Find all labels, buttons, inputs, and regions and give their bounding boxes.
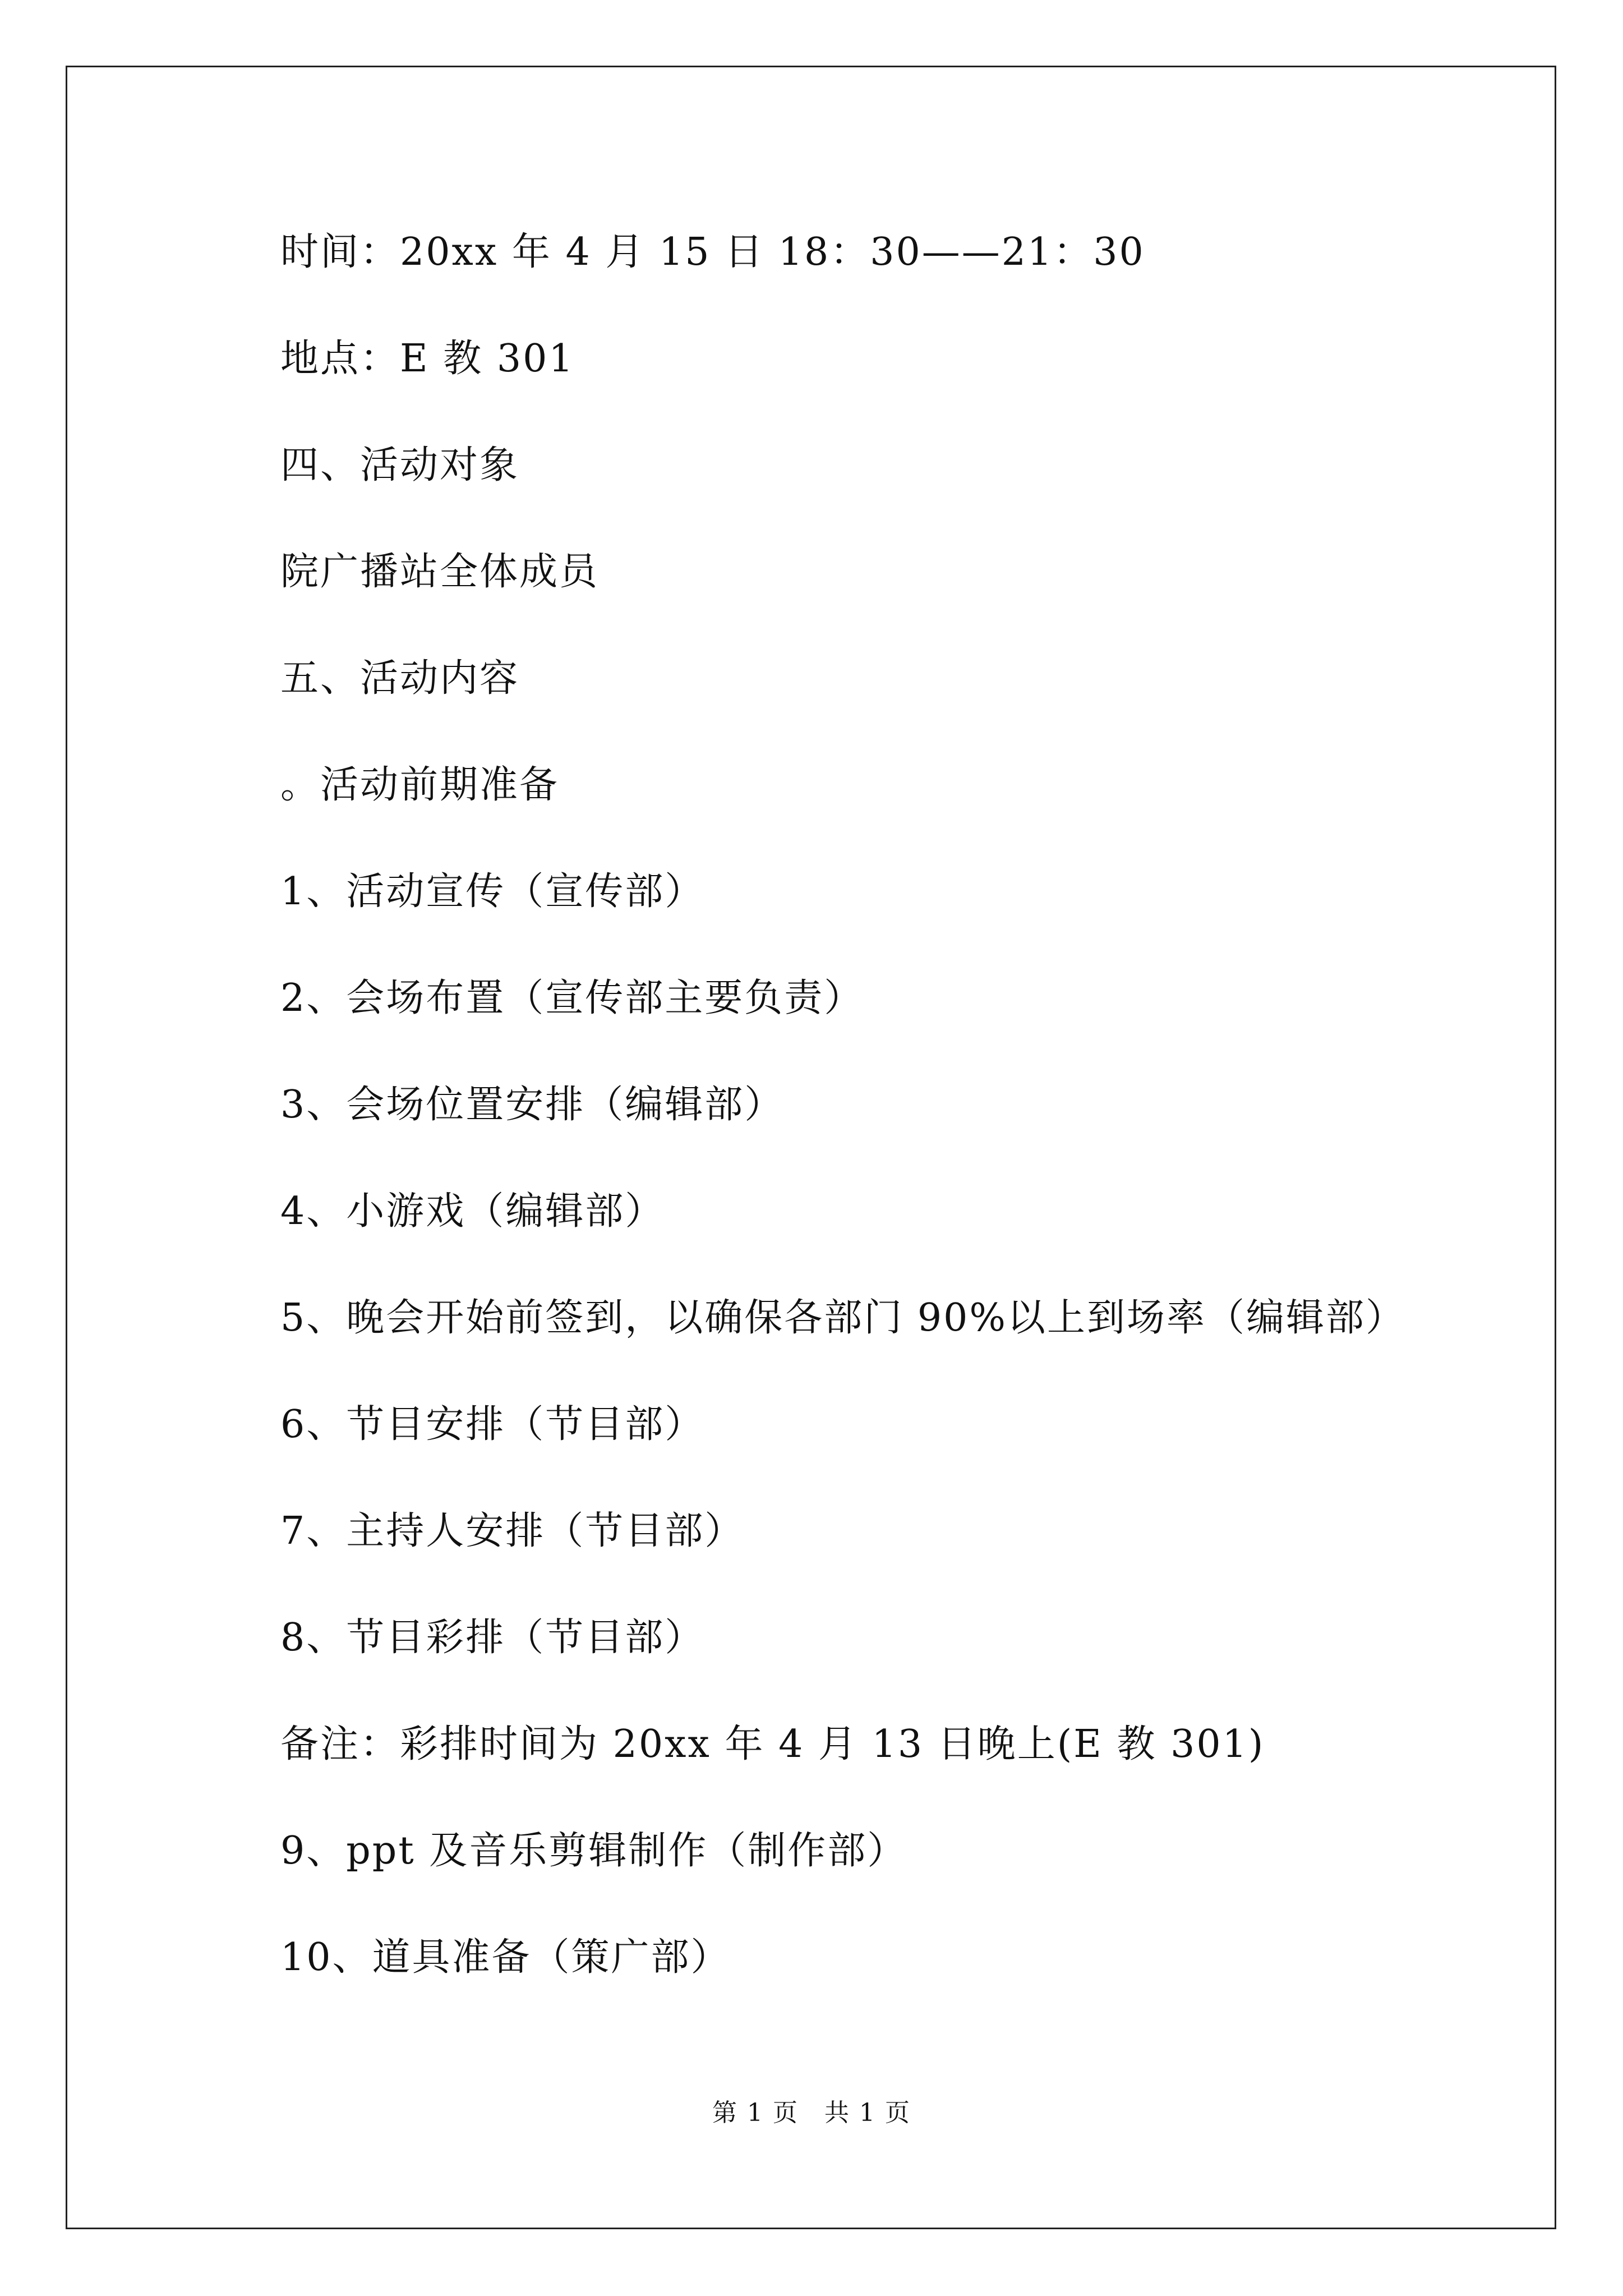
list-item-7: 7、主持人安排（节目部） — [280, 1509, 745, 1553]
text-line-time: 时间：20xx 年 4 月 15 日 18：30——21：30 — [280, 230, 1145, 274]
page-footer: 第 1 页 共 1 页 — [712, 2099, 911, 2127]
list-item-9: 9、ppt 及音乐剪辑制作（制作部） — [280, 1829, 907, 1873]
document-body — [280, 219, 1458, 2031]
section-heading-content: 五、活动内容 — [280, 656, 520, 701]
list-item-3: 3、会场位置安排（编辑部） — [280, 1083, 785, 1127]
list-item-4: 4、小游戏（编辑部） — [280, 1189, 665, 1234]
list-item-1: 1、活动宣传（宣传部） — [280, 869, 705, 914]
text-line-location: 地点：E 教 301 — [280, 337, 575, 381]
text-line-audience: 院广播站全体成员 — [280, 550, 600, 594]
list-item-6: 6、节目安排（节目部） — [280, 1402, 705, 1447]
subheading-preparation: 。活动前期准备 — [280, 763, 560, 807]
list-item-8: 8、节目彩排（节目部） — [280, 1616, 705, 1660]
list-item-2: 2、会场布置（宣传部主要负责） — [280, 976, 864, 1020]
list-item-5: 5、晚会开始前签到，以确保各部门 90%以上到场率（编辑部） — [280, 1296, 1406, 1340]
list-item-10: 10、道具准备（策广部） — [280, 1935, 731, 1980]
section-heading-audience: 四、活动对象 — [280, 443, 520, 487]
note-rehearsal: 备注：彩排时间为 20xx 年 4 月 13 日晚上(E 教 301) — [280, 1722, 1265, 1766]
